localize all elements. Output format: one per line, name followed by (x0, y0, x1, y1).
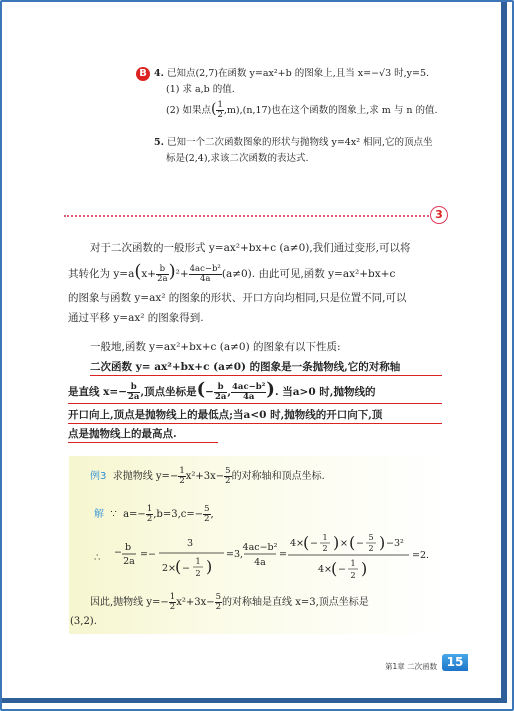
level-badge: B (136, 67, 150, 81)
svg-text:1: 1 (322, 534, 328, 542)
svg-text:4ac−b²: 4ac−b² (242, 542, 278, 553)
property-line-2: 是直线 x=− $\frac{b}{2a}$ ,顶点坐标是(− $\frac{b}{2a}$ , $\frac{\text{4ac−b²}}{4a}$ ). 当a>0 时,抛物线的 (68, 379, 376, 402)
property-underline-3 (68, 423, 442, 424)
property-line-3: 开口向上,顶点是抛物线上的最低点;当a<0 时,抛物线的开口向下,顶 (68, 409, 383, 421)
svg-text:1: 1 (195, 557, 201, 566)
svg-text:): ) (360, 559, 367, 578)
svg-text:(: ( (174, 557, 181, 576)
svg-text:=−: =− (139, 549, 156, 560)
exercise-5-line-2: 标是(2,4),求该二次函数的表达式. (166, 153, 309, 164)
property-line-4: 点是抛物线上的最高点. (68, 428, 177, 440)
svg-text:−: − (337, 564, 346, 575)
solution-line-1: 解 ∵ a=− $\frac{1}{2}$ ,b=3,c=− $\frac{5}{2}$ , (94, 504, 214, 524)
svg-text:(: ( (302, 534, 309, 552)
svg-text:4a: 4a (253, 557, 266, 568)
property-underline-1 (90, 375, 442, 376)
page-number: 15 (442, 654, 468, 671)
svg-text:3: 3 (186, 538, 193, 549)
solution-formula (104, 534, 449, 582)
svg-text:−: − (309, 538, 318, 549)
property-line-1: 二次函数 y= ax²+bx+c (a≠0) 的图象是一条抛物线,它的对称轴 (90, 361, 401, 373)
section-divider (64, 215, 429, 217)
intro-line-2: 其转化为 y=a(x+ $\frac{b}{2a}$ )²+ $\frac{\text{4ac−b²}}{4a}$ (a≠0). 由此可见,函数 y=ax²+bx+c (68, 261, 396, 284)
svg-text:−: − (355, 538, 364, 549)
svg-text:1: 1 (350, 559, 356, 568)
intro-line-3: 的图象与函数 y=ax² 的图象的形状、开口方向均相同,只是位置不同,可以 (68, 292, 407, 304)
svg-text:2: 2 (195, 569, 201, 578)
svg-text:−: − (113, 547, 122, 558)
svg-text:): ) (205, 557, 212, 576)
svg-text:2: 2 (368, 544, 374, 553)
svg-text:2: 2 (350, 571, 356, 580)
svg-text:×: × (339, 538, 348, 549)
conclusion-line-1: 因此,抛物线 y=− $\frac{1}{2}$ x²+3x− $\frac{5}{2}$ 的对称轴是直线 x=3,顶点坐标是 (90, 592, 369, 612)
chapter-footer: 第1章 二次函数 (385, 662, 438, 671)
svg-text:2a: 2a (122, 556, 135, 567)
conclusion-line-2: (3,2). (70, 616, 97, 627)
section-number: 3 (430, 206, 448, 224)
solution-line-2: ∴ − b 2a =− 3 2× ( − 1 2 ) =3, 4ac−b² 4a = 4× ( − 1 2 ) × ( − 5 2 ) −3² 4× ( − 1 2 ) =2. (94, 534, 449, 582)
svg-text:(: ( (348, 534, 355, 552)
svg-text:4×: 4× (317, 564, 332, 575)
svg-text:): ) (332, 534, 339, 552)
svg-text:): ) (378, 534, 385, 552)
svg-text:5: 5 (368, 534, 374, 542)
property-underline-4 (68, 442, 218, 443)
intro-line-4: 通过平移 y=ax² 的图象得到. (68, 312, 204, 324)
exercise-4: 4. 已知点(2,7)在函数 y=ax²+b 的图象上,且当 x=−√3 时,y=5. (154, 68, 430, 79)
svg-text:−: − (181, 563, 190, 574)
svg-text:−3²: −3² (385, 538, 404, 549)
svg-text:=3,: =3, (225, 549, 243, 560)
svg-text:=2.: =2. (411, 550, 429, 561)
properties-intro: 一般地,函数 y=ax²+bx+c (a≠0) 的图象有以下性质: (90, 341, 341, 353)
svg-text:(: ( (330, 559, 337, 578)
svg-text:4×: 4× (289, 538, 304, 549)
svg-text:=: = (278, 549, 287, 560)
intro-line-1: 对于二次函数的一般形式 y=ax²+bx+c (a≠0),我们通过变形,可以将 (90, 242, 411, 254)
exercise-4-part-2: (2) 如果点( $\frac{1}{2}$ ,m),(n,17)也在这个函数的图象上,求 m 与 n 的值. (166, 100, 438, 120)
svg-text:b: b (124, 542, 131, 553)
example-question: 例3 求抛物线 y=− $\frac{1}{2}$ x²+3x− $\frac{5}{2}$ 的对称轴和顶点坐标. (90, 466, 325, 486)
svg-text:2×: 2× (161, 563, 176, 574)
svg-text:2: 2 (322, 544, 328, 553)
property-underline-2 (68, 403, 442, 404)
exercise-4-part-1: (1) 求 a,b 的值. (166, 84, 235, 95)
exercise-5: 5. 已知一个二次函数图象的形状与抛物线 y=4x² 相同,它的顶点坐 (154, 137, 433, 148)
